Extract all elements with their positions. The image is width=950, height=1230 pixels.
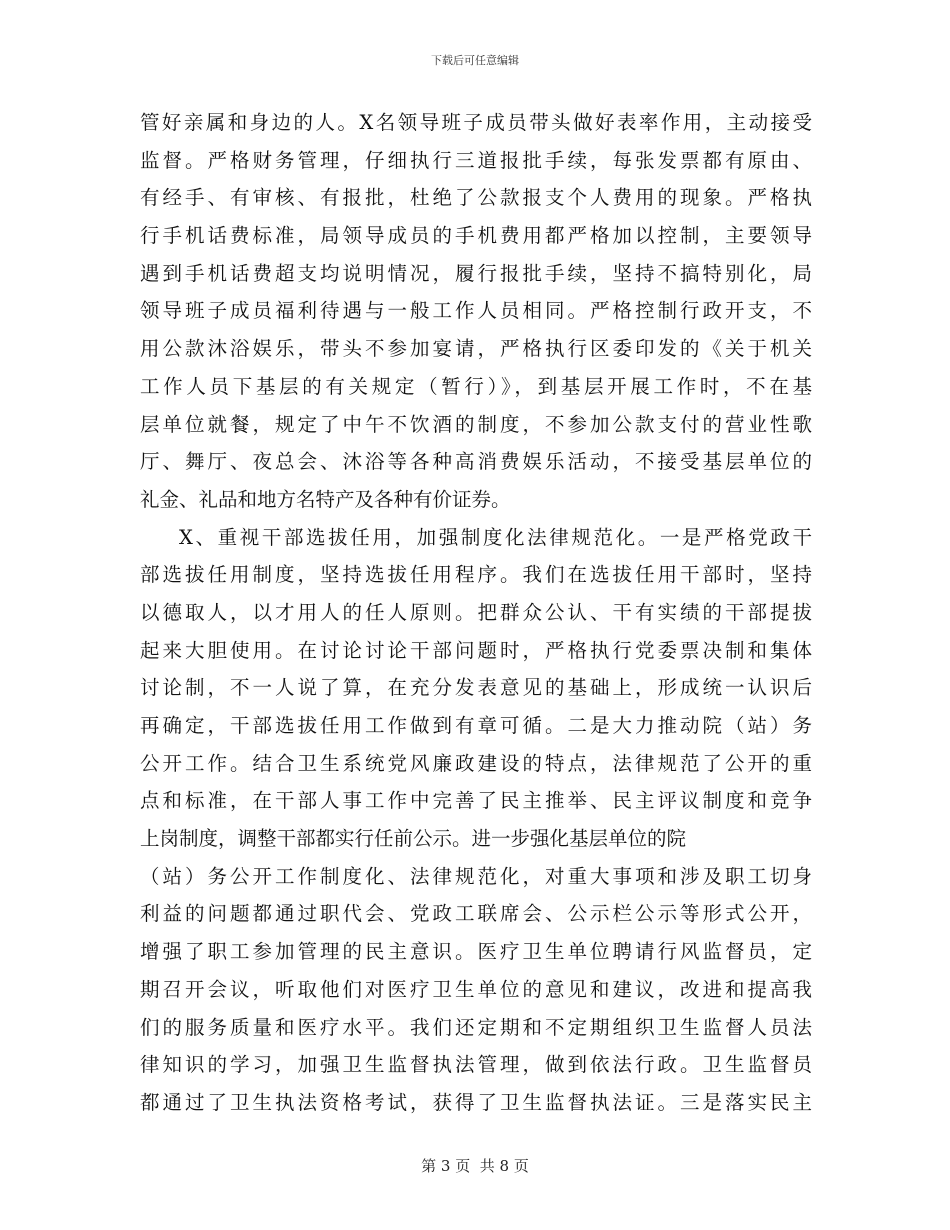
page-label-middle: 页 共 bbox=[455, 1157, 495, 1175]
text-line: 起来大胆使用。在讨论讨论干部问题时，严格执行党委票决制和集体 bbox=[140, 638, 812, 662]
text-line: 层单位就餐，规定了中午不饮酒的制度，不参加公款支付的营业性歌 bbox=[140, 412, 812, 436]
text-line: 再确定，干部选拔任用工作做到有章可循。二是大力推动院（站）务 bbox=[140, 714, 812, 737]
text-line: 遇到手机话费超支均说明情况，履行报批手续，坚持不搞特别化，局 bbox=[140, 261, 812, 285]
text-line: 部选拔任用制度，坚持选拔任用程序。我们在选拔任用干部时，坚持 bbox=[140, 563, 812, 587]
text-line: 点和标准，在干部人事工作中完善了民主推举、民主评议制度和竞争 bbox=[140, 789, 812, 813]
text-line: 厅、舞厅、夜总会、沐浴等各种高消费娱乐活动，不接受基层单位的 bbox=[140, 450, 812, 474]
current-page-number: 3 bbox=[440, 1157, 451, 1175]
page-number-footer bbox=[0, 1156, 950, 1176]
text-line: 用公款沐浴娱乐，带头不参加宴请，严格执行区委印发的《关于机关 bbox=[140, 337, 812, 361]
text-line: 上岗制度，调整干部都实行任前公示。进一步强化基层单位的院 bbox=[140, 827, 687, 851]
text-line: 行手机话费标准，局领导成员的手机费用都严格加以控制，主要领导 bbox=[140, 224, 812, 248]
text-line: 以德取人，以才用人的任人原则。把群众公认、干有实绩的干部提拔 bbox=[140, 600, 812, 624]
page-label-suffix: 页 bbox=[513, 1157, 529, 1175]
text-line: 讨论制，不一人说了算，在充分发表意见的基础上，形成统一认识后 bbox=[140, 676, 812, 700]
document-body bbox=[140, 104, 812, 1122]
text-line: 公开工作。结合卫生系统党风廉政建设的特点，法律规范了公开的重 bbox=[140, 751, 812, 775]
text-line: 期召开会议，听取他们对医疗卫生单位的意见和建议，改进和提高我 bbox=[140, 977, 812, 1001]
text-line: 增强了职工参加管理的民主意识。医疗卫生单位聘请行风监督员，定 bbox=[140, 940, 812, 964]
paragraph-2 bbox=[140, 519, 812, 1122]
page-label-prefix: 第 bbox=[421, 1157, 437, 1175]
text-line: 都通过了卫生执法资格考试，获得了卫生监督执法证。三是落实民主 bbox=[140, 1090, 812, 1114]
text-line: 礼金、礼品和地方名特产及各种有价证券。 bbox=[140, 487, 511, 511]
text-line: 利益的问题都通过职代会、党政工联席会、公示栏公示等形式公开， bbox=[140, 902, 812, 926]
paragraph-1 bbox=[140, 104, 812, 519]
text-line: 们的服务质量和医疗水平。我们还定期和不定期组织卫生监督人员法 bbox=[140, 1015, 812, 1039]
text-line: X、重视干部选拔任用，加强制度化法律规范化。一是严格党政干 bbox=[179, 525, 812, 549]
text-line: 工作人员下基层的有关规定（暂行）》，到基层开展工作时，不在基 bbox=[140, 374, 812, 398]
text-line: 管好亲属和身边的人。X名领导班子成员带头做好表率作用，主动接受 bbox=[140, 111, 812, 134]
text-line: 律知识的学习，加强卫生监督执法管理，做到依法行政。卫生监督员 bbox=[140, 1053, 812, 1077]
text-line: （站）务公开工作制度化、法律规范化，对重大事项和涉及职工切身 bbox=[140, 864, 812, 888]
text-line: 领导班子成员福利待遇与一般工作人员相同。严格控制行政开支，不 bbox=[140, 299, 812, 323]
total-page-count: 8 bbox=[499, 1157, 510, 1175]
text-line: 监督。严格财务管理，仔细执行三道报批手续，每张发票都有原由、 bbox=[140, 148, 812, 172]
page-header-note: 下载后可任意编辑 bbox=[431, 54, 519, 67]
text-line: 有经手、有审核、有报批，杜绝了公款报支个人费用的现象。严格执 bbox=[140, 186, 812, 210]
